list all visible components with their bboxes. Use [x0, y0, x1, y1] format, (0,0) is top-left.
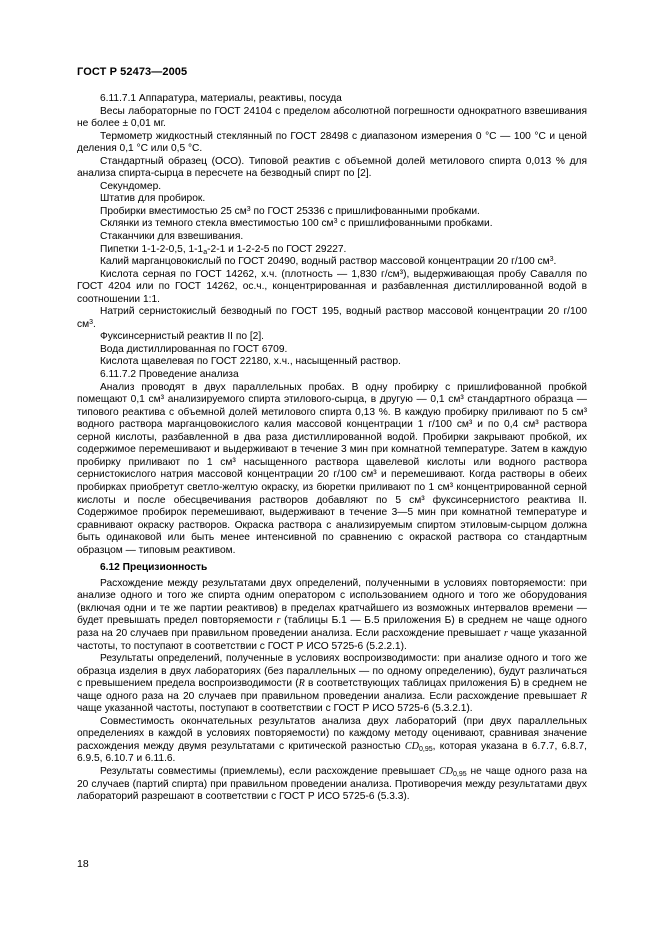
- paragraph-stopwatch: Секундомер.: [100, 180, 162, 192]
- repeatability-symbol: r: [503, 627, 508, 639]
- section-heading-6-12: 6.12 Прецизионность: [100, 562, 208, 574]
- section-heading-6-11-7-1: 6.11.7.1 Аппаратура, материалы, реактивы, посуда: [100, 93, 342, 104]
- subscript: 0,95: [453, 770, 467, 778]
- paragraph-repeatability: Расхождение между результатами двух определений, полученными в условиях повторяемости: при анализе одного и того же спирта одним оператором с использованием одного и того же оборудования (включая одни и те же партии реактивов) в пределах кратчайшего из возможных интервалов времени — будет превышать предел повторяемости r (таблицы Б.1 — Б.5 приложения Б) в среднем не чаще одного раза на 20 случаев при правильном проведении анализа. Если расхождение превышает r чаще указанной частоты, то поступают в соответствии с ГОСТ Р ИСО 5725-6 (5.2.2.1).: [77, 577, 587, 652]
- paragraph-acceptability: Результаты совместимы (приемлемы), если расхождение превышает $CD_{0,95}$ не чаще одного раза на 20 случаев (партий спирта) при правильном проведении анализа. Противоречия между результатами двух лабораторий разрешают в соответствии с ГОСТ Р ИСО 5725-6 (5.3.3).: [77, 765, 587, 803]
- subscript: а: [203, 248, 208, 256]
- superscript: 3: [89, 318, 94, 326]
- paragraph-test-tubes: Пробирки вместимостью 25 $см^3$ по ГОСТ 25336 с пришлифованными пробками.: [100, 205, 480, 217]
- paragraph-potassium-permanganate: Калий марганцовокислый по ГОСТ 20490, водный раствор массовой концентрации 20 г/100 $см^3$.: [100, 256, 557, 268]
- paragraph-compatibility: Совместимость окончательных результатов анализа двух лабораторий (при двух параллельных определениях в каждой в условиях повторяемости) по каждому методу оценивают, сравнивая значение расхождения между двумя результатами с критической разностью $CD_{0,95}$, которая указана в 6.7.7, 6.8.7, 6.9.5, 6.10.7 и 6.11.6.: [77, 715, 588, 765]
- paragraph-analysis-procedure: Анализ проводят в двух параллельных пробах. В одну пробирку с пришлифованной пробкой помещают 0,1 см³ анализируемого спирта этилового-сырца, в другую — 0,1 см³ стандартного образца — типового реактива с объемной долей метилового спирта 0,13 %. В каждую пробирку приливают по 5 см³ водного раствора марганцовокислого калия массовой концентрации 1 г/100 см³ и по 0,4 см³ раствора серной кислоты, разбавленной в два раза дистиллированной водой. Пробирки закрывают пробкой, их содержимое перемешивают и выдерживают в течение 3 мин при комнатной температуре. Затем в каждую пробирку приливают по 1 см³ насыщенного раствора щавелевой кислоты или водного раствора сернистокислого натрия массовой концентрации 20 г/100 см³ и перемешивают. Когда растворы в обеих пробирках приобретут светло-желтую окраску, из бюретки приливают по 1 см³ концентрированной серной кислоты и после обесцвечивания растворов добавляют по 5 см³ фуксинсернистого реактива II. Содержимое пробирок перемешивают, выдерживают в течение 3—5 мин при комнатной температуре и сравнивают окраску растворов. Окраска раствора с анализируемым спиртом этиловым-сырцом должна быть одинаковой или быть менее интенсивной по сравнению с окраской раствора со стандартным образцом — типовым реактивом.: [77, 381, 587, 556]
- paragraph-pipettes: Пипетки 1-1-2-0,5, $1-1_а-2-1$ и 1-2-2-5 по ГОСТ 29227.: [100, 243, 347, 256]
- paragraph-oxalic-acid: Кислота щавелевая по ГОСТ 22180, х.ч., насыщенный раствор.: [100, 356, 401, 368]
- critical-difference-symbol: CD: [404, 740, 420, 752]
- paragraph-distilled-water: Вода дистиллированная по ГОСТ 6709.: [100, 343, 288, 355]
- paragraph-sodium-sulfite: Натрий сернистокислый безводный по ГОСТ 195, водный раствор массовой концентрации 20 г/100 $см^3$.: [77, 306, 587, 330]
- section-heading-6-11-7-2: 6.11.7.2 Проведение анализа: [100, 369, 239, 381]
- superscript: 3: [333, 218, 338, 226]
- paragraph-weighing-cups: Стаканчики для взвешивания.: [100, 231, 244, 243]
- repeatability-symbol: r: [276, 615, 281, 627]
- document-header: ГОСТ Р 52473—2005: [77, 66, 188, 78]
- paragraph-thermometer: Термометр жидкостный стеклянный по ГОСТ 28498 с диапазоном измерения 0 °С — 100 °С и ценой деления 0,1 °С или 0,5 °С.: [77, 130, 587, 155]
- superscript: 3: [549, 256, 554, 264]
- paragraph-scales: Весы лабораторные по ГОСТ 24104 с пределом абсолютной погрешности однократного взвешивания не более ± 0,01 мг.: [77, 105, 587, 130]
- superscript: 3: [246, 205, 251, 213]
- paragraph-sulfuric-acid: Кислота серная по ГОСТ 14262, х.ч. (плотность — 1,830 г/см³), выдерживающая пробу Савалля по ГОСТ 4204 или по ГОСТ 14262, ос.ч., концентрированная и разбавленная дистиллированной водой в соотношении 1:1.: [77, 268, 587, 305]
- page-number: 18: [77, 858, 89, 870]
- paragraph-reproducibility: Результаты определений, полученные в условиях воспроизводимости: при анализе одного и того же образца изделия в двух лабораториях (без параллельных — по одному определению), будут различаться с превышением предела воспроизводимости (R в соответствующих таблицах приложения Б) в среднем не чаще одного раза на 20 случаев при правильном проведении анализа. Если расхождение превышает R чаще указанной частоты, поступают в соответствии с ГОСТ Р ИСО 5725-6 (5.3.2.1).: [77, 653, 587, 715]
- page-body: [77, 92, 587, 804]
- subscript: 0,95: [419, 745, 433, 753]
- paragraph-standard-sample: Стандартный образец (ОСО). Типовой реактив с объемной долей метилового спирта 0,013 % для анализа спирта-сырца в пересчете на безводный спирт по [2].: [77, 155, 587, 180]
- reproducibility-symbol: R: [580, 690, 587, 702]
- critical-difference-symbol: CD: [438, 765, 454, 777]
- paragraph-rack: Штатив для пробирок.: [100, 193, 206, 205]
- paragraph-flasks: Склянки из темного стекла вместимостью 100 $см^3$ с пришлифованными пробками.: [100, 218, 493, 230]
- paragraph-fuchsin-reagent: Фуксинсернистый реактив II по [2].: [100, 331, 264, 343]
- reproducibility-symbol: R: [298, 678, 305, 690]
